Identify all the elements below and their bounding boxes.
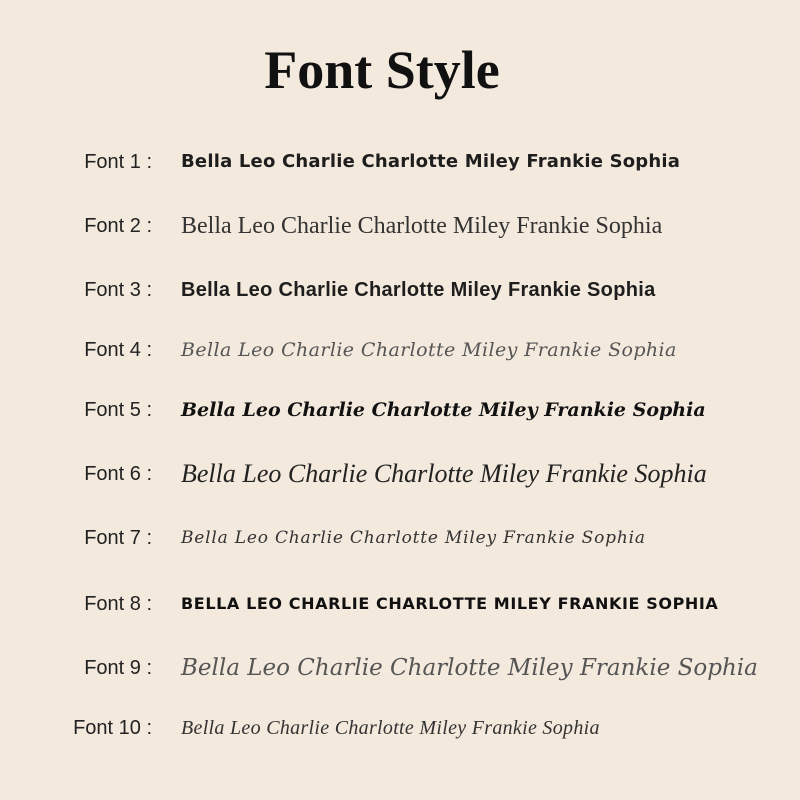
font-label: Font 5 :	[84, 399, 152, 421]
font-sample: Bella Leo Charlie Charlotte Miley Frankie Sophia	[181, 459, 707, 488]
font-label: Font 7 :	[84, 527, 152, 549]
font-sample: Bella Leo Charlie Charlotte Miley Frankie Sophia	[181, 717, 600, 739]
font-row-3	[0, 270, 800, 310]
font-label: Font 1 :	[84, 151, 152, 173]
font-label: Font 2 :	[84, 215, 152, 237]
font-sample: Bella Leo Charlie Charlotte Miley Frankie Sophia	[181, 655, 758, 681]
font-row-2	[0, 206, 800, 246]
font-label: Font 10 :	[73, 717, 152, 739]
font-label: Font 3 :	[84, 279, 152, 301]
font-label: Font 9 :	[84, 657, 152, 679]
cropped-text-line	[30, 792, 790, 798]
font-sample: Bella Leo Charlie Charlotte Miley Frankie Sophia	[181, 528, 646, 548]
font-label: Font 6 :	[84, 463, 152, 485]
font-label: Font 4 :	[84, 339, 152, 361]
font-row-9	[0, 648, 800, 688]
font-row-1	[0, 142, 800, 182]
font-row-5	[0, 390, 800, 430]
font-sample: Bella Leo Charlie Charlotte Miley Frankie Sophia	[181, 213, 663, 239]
font-row-10	[0, 708, 800, 748]
font-sample: Bella Leo Charlie Charlotte Miley Frankie Sophia	[181, 151, 681, 172]
font-row-6	[0, 454, 800, 494]
page-title: Font Style	[264, 40, 500, 100]
font-sample: Bella Leo Charlie Charlotte Miley Frankie Sophia	[181, 339, 677, 361]
font-row-8	[0, 584, 800, 624]
font-sample: Bella Leo Charlie Charlotte Miley Frankie Sophia	[181, 279, 656, 301]
font-sample: BELLA LEO CHARLIE CHARLOTTE MILEY FRANKIE SOPHIA	[181, 594, 719, 613]
font-row-4	[0, 330, 800, 370]
font-label: Font 8 :	[84, 593, 152, 615]
font-sample: Bella Leo Charlie Charlotte Miley Frankie Sophia	[181, 399, 706, 421]
font-row-7	[0, 518, 800, 558]
